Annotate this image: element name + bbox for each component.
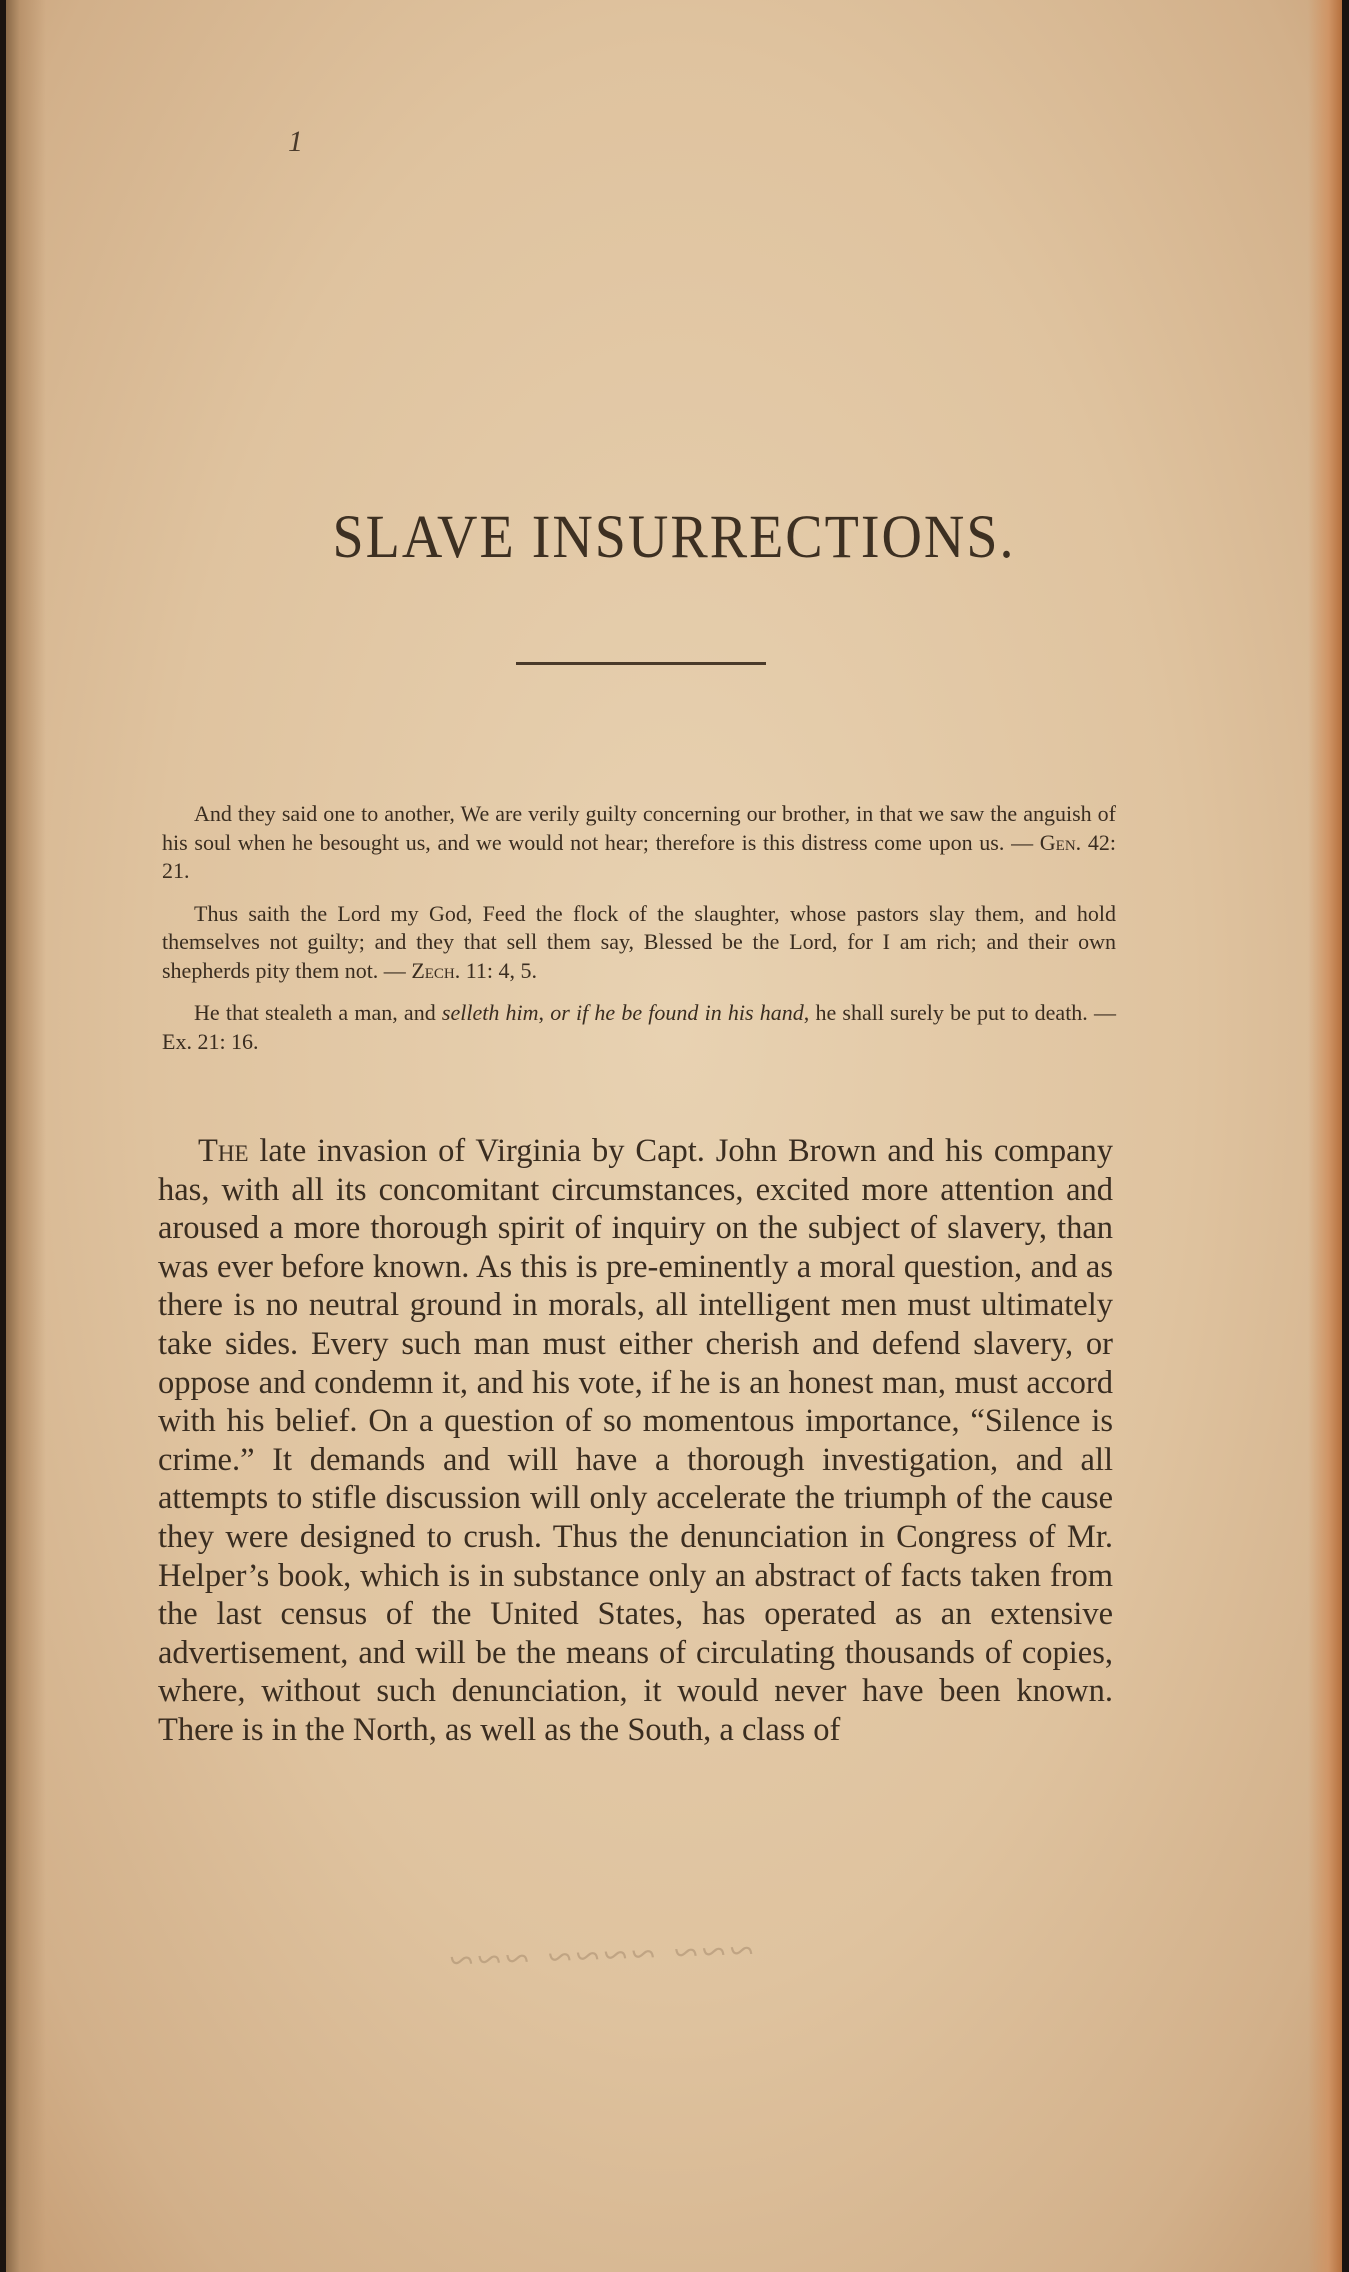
book-page — [6, 0, 1342, 2272]
epigraph-italic: selleth him — [441, 1000, 539, 1025]
body-paragraph — [158, 1132, 1113, 1750]
epigraph-zechariah — [162, 900, 1116, 986]
epigraph-genesis — [162, 800, 1116, 886]
epigraph-text: , he shall surely be put to death. — — [803, 1000, 1116, 1025]
epigraph-text: , — [538, 1000, 551, 1025]
epigraph-text: Thus saith the Lord my God, Feed the flock of the slaughter, whose pastors slay them, and hold themselves not guilty; and they that sell them say, Blessed be the Lord, for I am rich; and their own shepherds pity them not. — — [162, 900, 1116, 983]
page-number: 1 — [288, 125, 303, 158]
body-text — [158, 1132, 1113, 1750]
paragraph-text: late invasion of Virginia by Capt. John Brown and his company has, with all its concomitant circumstances, excited more attention and aroused a more thorough spirit of inquiry on the subject of slavery, than was ever before known. As this is pre-eminently a moral question, and as there is no neutral ground in morals, all intelligent men must ultimately take sides. Every such man must either cherish and defend slavery, or oppose and condemn it, and his vote, if he is an honest man, must accord with his belief. On a question of so momentous importance, “Silence is crime.” It demands and will have a thorough investigation, and all attempts to stifle discussion will only accelerate the triumph of the cause they were designed to crush. Thus the denunciation in Congress of Mr. Helper’s book, which is in substance only an abstract of facts taken from the last census of the United States, has operated as an extensive advertisement, and will be the means of circulating thousands of copies, where, without such denunciation, it would never have been known. There is in the North, as well as the South, a class of — [158, 1133, 1113, 1748]
epigraph-text: And they said one to another, We are verily guilty concerning our brother, in that we saw the anguish of his soul when he besought us, and we would not hear; therefore is this distress come upon us. — — [162, 801, 1116, 855]
lead-word: The — [198, 1133, 249, 1169]
epigraph-text: He that stealeth a man, and — [194, 1000, 442, 1025]
epigraph-exodus — [162, 999, 1116, 1056]
bleed-through-handwriting: ~~~ ~~~~ ~~~ — [445, 1925, 755, 1986]
title-divider — [516, 662, 766, 665]
epigraph-reference: Gen. 42: 21. — [162, 829, 1117, 883]
epigraph-reference: Zech. 11: 4, 5. — [411, 957, 538, 983]
epigraphs — [162, 800, 1116, 1070]
epigraph-italic: or if he be found in his hand — [550, 1000, 804, 1025]
epigraph-reference: Ex. 21: 16. — [162, 1028, 259, 1054]
page-title: SLAVE INSURRECTIONS. — [332, 502, 1016, 572]
